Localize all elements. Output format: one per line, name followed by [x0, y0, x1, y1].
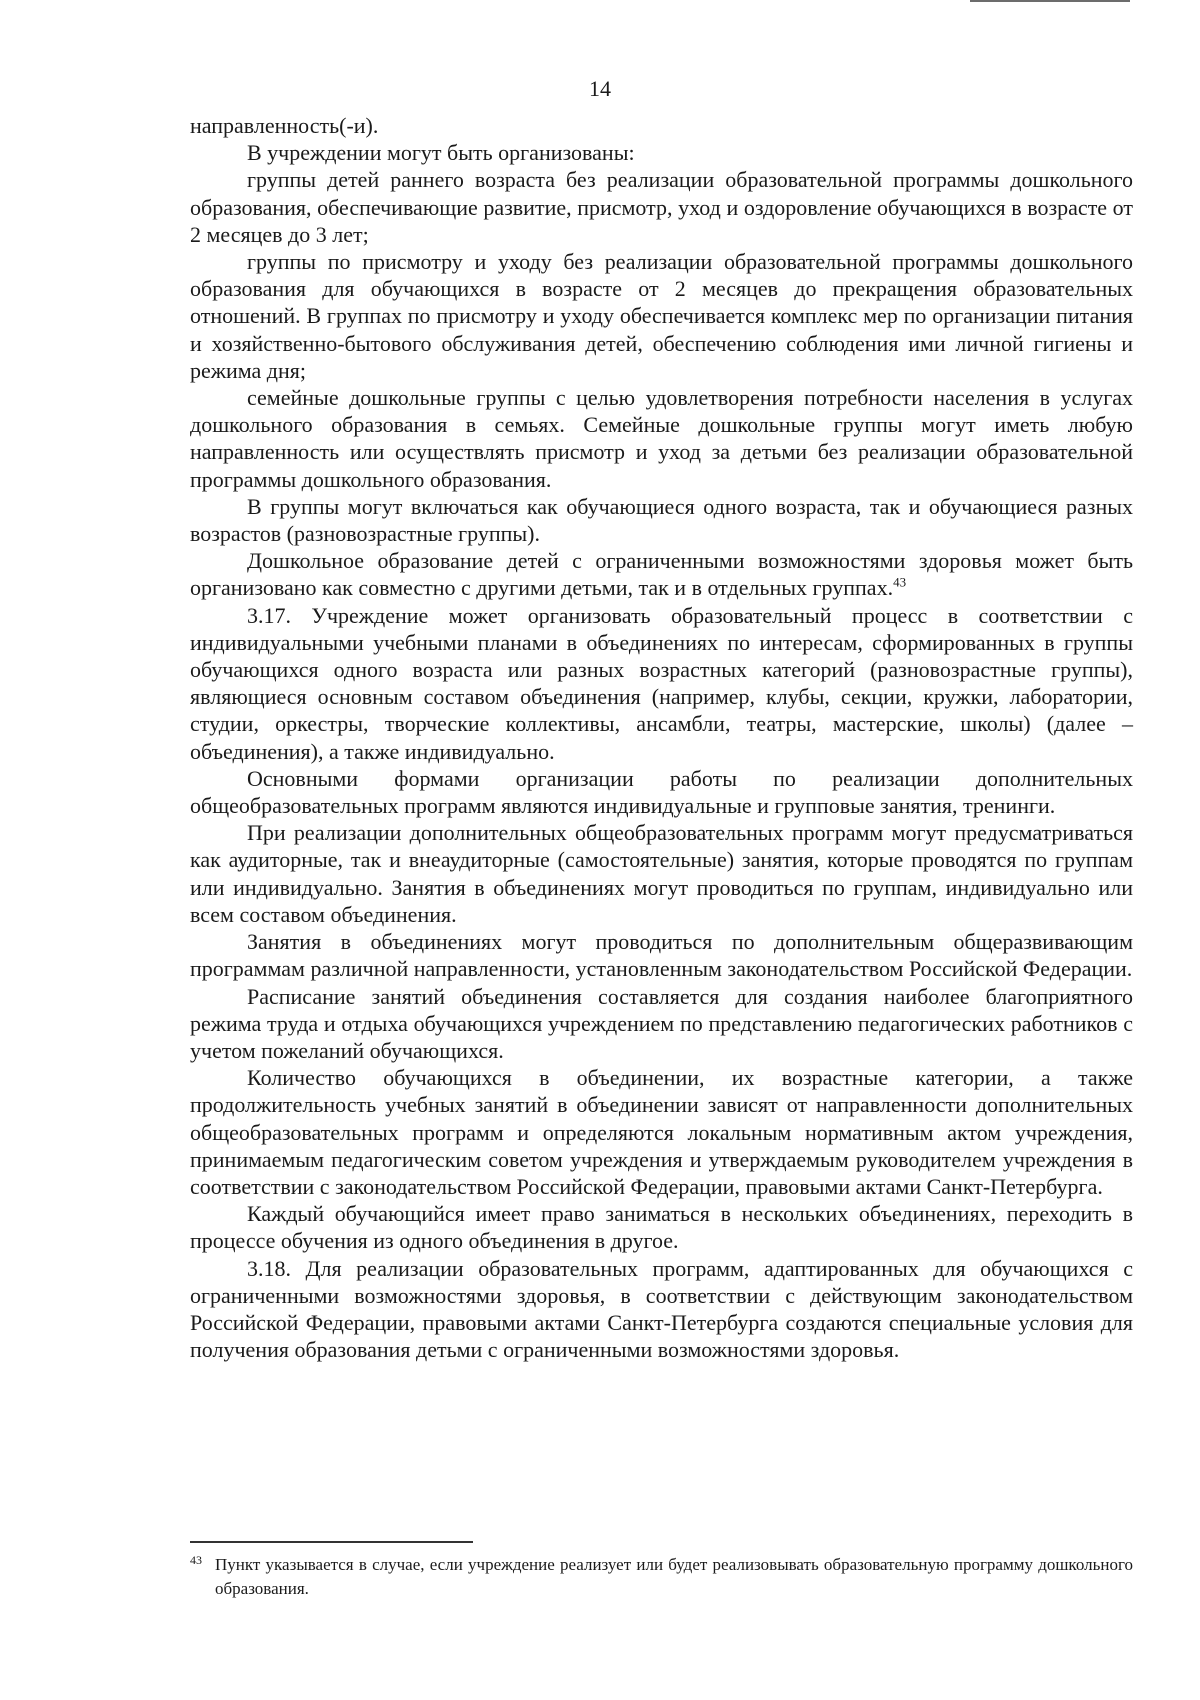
scan-edge-line [970, 0, 1130, 2]
footnote-mark: 43 [190, 1553, 202, 1567]
footnote [190, 1553, 1133, 1601]
paragraph-3: группы детей раннего возраста без реализации образовательной программы дошкольного образования, обеспечивающие развитие, присмотр, уход и оздоровление обучающихся в возрасте от 2 месяцев до 3 лет; [190, 167, 1133, 247]
paragraph-14: Каждый обучающийся имеет право заниматься в нескольких объединениях, переходить в процессе обучения из одного объединения в другое. [190, 1201, 1133, 1254]
paragraph-13: Количество обучающихся в объединении, их возрастные категории, а также продолжительность учебных занятий в объединении зависят от направленности дополнительных общеобразовательных программ и определяются локальным нормативным актом учреждения, принимаемым педагогическим советом учреждения и утверждаемым руководителем учреждения в соответствии с законодательством Российской Федерации, правовыми актами Санкт-Петербурга. [190, 1065, 1133, 1199]
paragraph-section-3-17: 3.17. Учреждение может организовать образовательный процесс в соответствии с индивидуальными учебными планами в объединениях по интересам, сформированных в группы обучающихся одного возраста или разных возрастных категорий (разновозрастные группы), являющиеся основным составом объединения (например, клубы, секции, кружки, лаборатории, студии, оркестры, творческие коллективы, ансамбли, театры, мастерские, школы) (далее – объединения), а также индивидуально. [190, 602, 1133, 764]
paragraph-11: Занятия в объединениях могут проводиться по дополнительным общеразвивающим программам различной направленности, установленным законодательством Российской Федерации. [190, 929, 1133, 982]
paragraph-9: Основными формами организации работы по реализации дополнительных общеобразовательных программ являются индивидуальные и групповые занятия, тренинги. [190, 765, 1133, 819]
paragraph-section-3-18: 3.18. Для реализации образовательных программ, адаптированных для обучающихся с ограниченными возможностями здоровья, в соответствии с действующим законодательством Российской Федерации, правовыми актами Санкт-Петербурга создаются специальные условия для получения образования детьми с ограниченными возможностями здоровья. [190, 1255, 1133, 1363]
paragraph-10: При реализации дополнительных общеобразовательных программ могут предусматриваться как аудиторные, так и внеаудиторные (самостоятельные) занятия, которые проводятся по группам или индивидуально. Занятия в объединениях могут проводиться по группам, индивидуально или всем составом объединения. [190, 820, 1133, 927]
paragraph-12: Расписание занятий объединения составляется для создания наиболее благоприятного режима труда и отдыха обучающихся учреждением по представлению педагогических работников с учетом пожеланий обучающихся. [190, 983, 1133, 1063]
paragraph-5: семейные дошкольные группы с целью удовлетворения потребности населения в услугах дошкольного образования в семьях. Семейные дошкольные группы могут иметь любую направленность или осуществлять присмотр и уход за детьми без реализации образовательной программы дошкольного образования. [190, 385, 1133, 492]
paragraph-7: Дошкольное образование детей с ограниченными возможностями здоровья может быть организовано как совместно с другими детьми, так и в отдельных группах.$^{43}$ [190, 548, 1133, 601]
footnote-reference: 43 [893, 575, 907, 591]
paragraph-6: В группы могут включаться как обучающиеся одного возраста, так и обучающиеся разных возрастов (разновозрастные группы). [190, 493, 1133, 547]
document-body [190, 112, 1133, 1363]
page-number: 14 [589, 76, 611, 101]
paragraph-1: направленность(-и). [190, 113, 379, 138]
paragraph-4: группы по присмотру и уходу без реализации образовательной программы дошкольного образования для обучающихся в возрасте от 2 месяцев до прекращения образовательных отношений. В группах по присмотру и уходу обеспечивается комплекс мер по организации питания и хозяйственно-бытового обслуживания детей, обеспечению соблюдения ими личной гигиены и режима дня; [190, 249, 1133, 383]
footnote-text: Пункт указывается в случае, если учреждение реализует или будет реализовывать образовательную программу дошкольного образования. [215, 1555, 1133, 1598]
paragraph-2: В учреждении могут быть организованы: [247, 140, 635, 166]
footnote-separator [190, 1541, 473, 1543]
